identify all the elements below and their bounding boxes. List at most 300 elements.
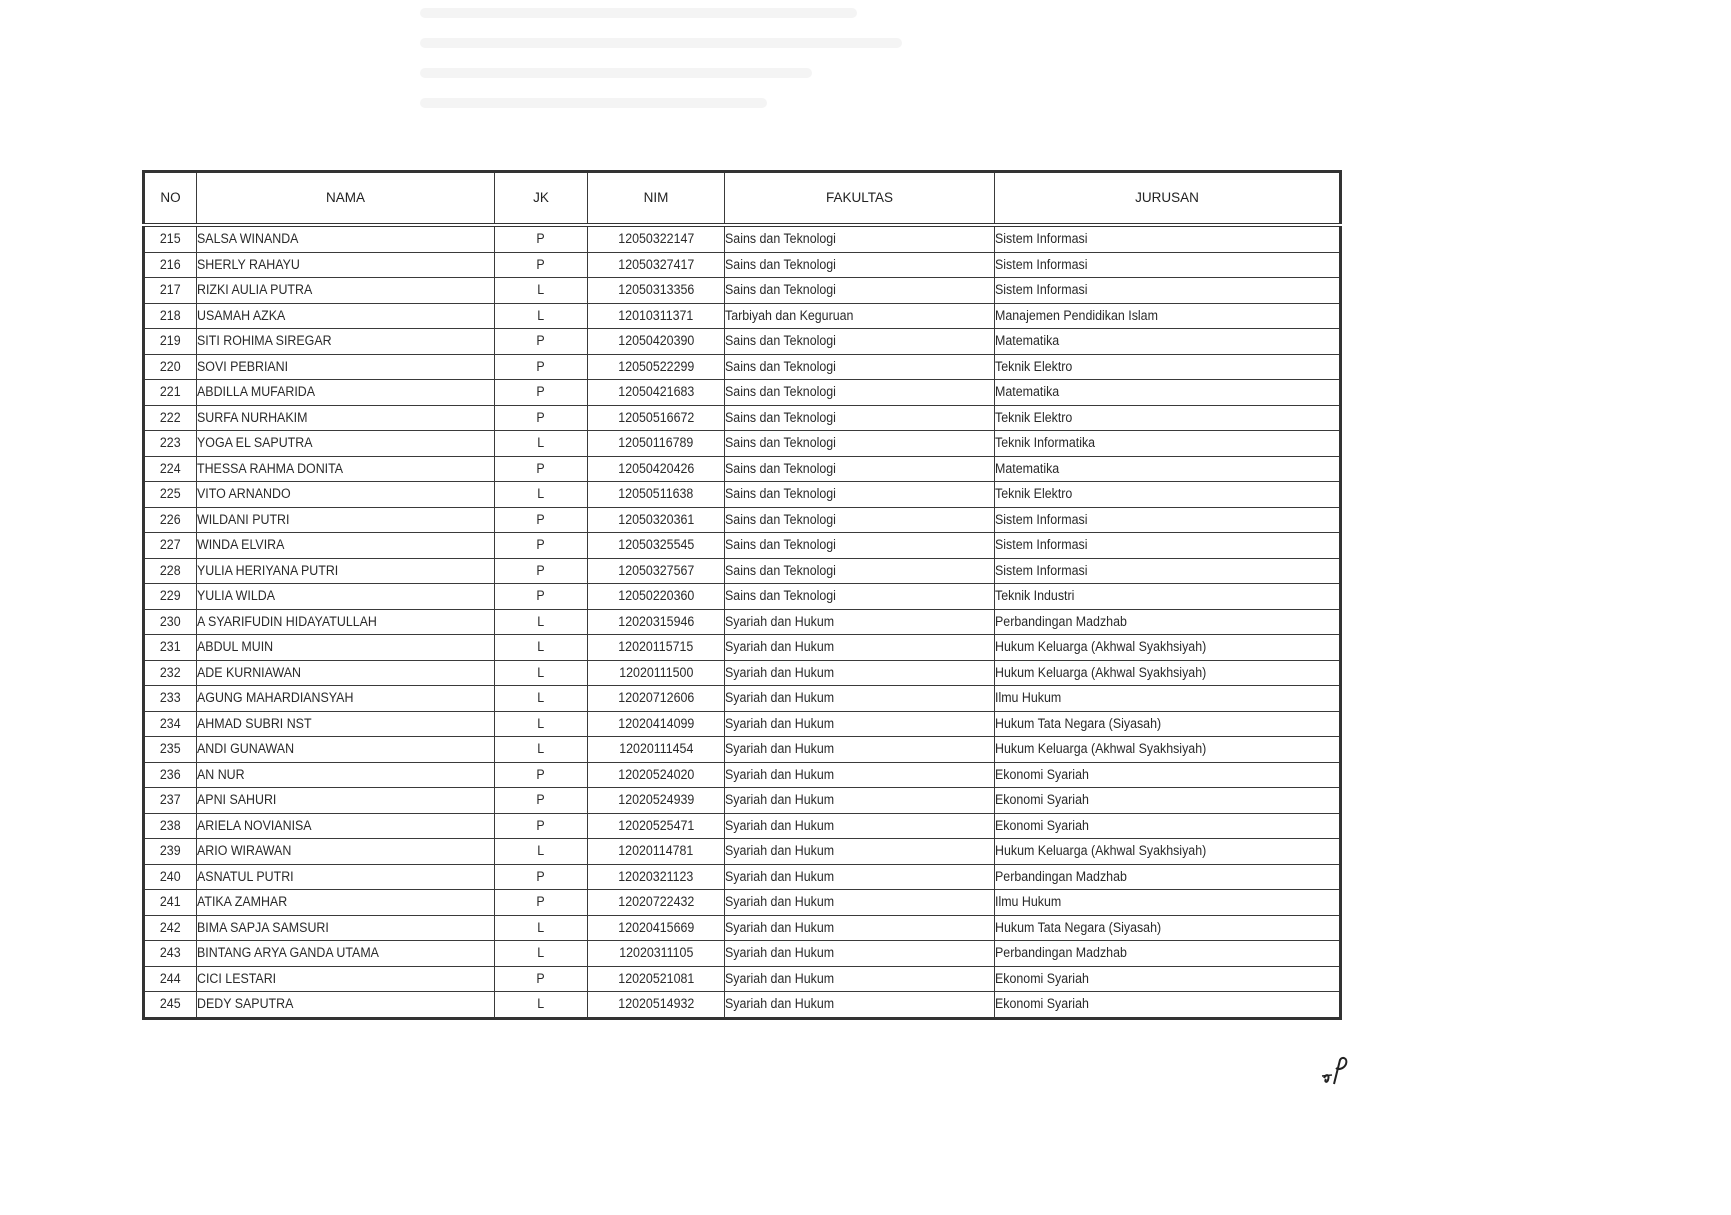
cell-nim-text: 12050116789 [618,435,694,450]
cell-fakultas [725,507,995,533]
cell-no [144,941,197,967]
cell-jurusan [995,380,1341,406]
cell-nim-text: 12020525471 [618,817,694,833]
cell-jk-text: P [536,511,546,527]
cell-nim-text: 12050420390 [618,333,694,348]
cell-nama-text: ABDUL MUIN [197,639,274,654]
cell-nama [197,915,495,941]
cell-nama-text: APNI SAHURI [197,792,277,807]
cell-nama [197,431,495,457]
cell-jurusan [995,431,1341,457]
cell-jurusan-text: Hukum Tata Negara (Siyasah) [995,919,1162,935]
cell-nama-text: YOGA EL SAPUTRA [197,435,313,450]
cell-no [144,507,197,533]
cell-nama [197,329,495,355]
cell-nim-text: 12020514932 [618,996,694,1011]
cell-jurusan-text: Hukum Keluarga (Akhwal Syakhsiyah) [995,664,1207,680]
cell-nama-text: A SYARIFUDIN HIDAYATULLAH [197,613,377,629]
cell-no-text: 220 [160,358,181,374]
cell-fakultas [725,864,995,890]
table-row [144,533,1341,559]
cell-jk-text: P [536,537,546,552]
cell-no [144,329,197,355]
cell-jk [495,303,588,329]
cell-nim [588,533,725,559]
cell-jurusan [995,915,1341,941]
cell-jurusan-text: Sistem Informasi [995,511,1088,527]
cell-nim [588,278,725,304]
cell-jurusan-text: Sistem Informasi [995,282,1088,297]
cell-no-text: 215 [160,231,181,246]
cell-no-text: 224 [160,460,181,476]
cell-nama-text: ANDI GUNAWAN [197,741,295,756]
cell-nim [588,813,725,839]
cell-nama [197,737,495,763]
table-row [144,711,1341,737]
cell-nama-text: BINTANG ARYA GANDA UTAMA [197,945,379,960]
cell-fakultas [725,225,995,252]
cell-fakultas [725,890,995,916]
cell-jk [495,992,588,1019]
cell-jurusan-text: Teknik Elektro [995,409,1073,425]
table-row [144,737,1341,763]
cell-no [144,890,197,916]
table-row [144,813,1341,839]
cell-nim [588,992,725,1019]
cell-jurusan-text: Hukum Keluarga (Akhwal Syakhsiyah) [995,741,1207,756]
cell-jk-text: P [536,766,546,782]
cell-no [144,992,197,1019]
cell-no-text: 242 [160,919,181,935]
cell-jurusan-text: Sistem Informasi [995,562,1088,578]
cell-nim-text: 12020111500 [618,664,694,680]
cell-jk-text: P [536,970,546,986]
cell-no-text: 240 [160,868,181,884]
cell-no-text: 236 [160,766,181,782]
cell-fakultas-text: Sains dan Teknologi [725,256,836,272]
cell-jk [495,354,588,380]
cell-no-text: 231 [160,639,181,654]
cell-jurusan [995,686,1341,712]
cell-fakultas-text: Sains dan Teknologi [725,384,836,399]
cell-nama [197,533,495,559]
header-row [144,172,1341,226]
cell-jk [495,609,588,635]
cell-jurusan [995,864,1341,890]
cell-fakultas-text: Sains dan Teknologi [725,358,836,374]
cell-jk-text: P [536,792,546,807]
cell-fakultas-text: Sains dan Teknologi [725,231,836,246]
header-jk: JK [495,172,588,226]
cell-jk [495,941,588,967]
cell-fakultas [725,635,995,661]
cell-no-text: 233 [160,690,181,705]
cell-nim [588,558,725,584]
cell-fakultas [725,405,995,431]
cell-no [144,584,197,610]
cell-no [144,737,197,763]
cell-nim [588,864,725,890]
cell-nama [197,278,495,304]
cell-jurusan [995,354,1341,380]
table-row [144,405,1341,431]
cell-fakultas-text: Sains dan Teknologi [725,435,836,450]
cell-nim-text: 12020415669 [618,919,694,935]
cell-jurusan-text: Teknik Elektro [995,486,1073,501]
cell-nama [197,584,495,610]
cell-nama-text: SHERLY RAHAYU [197,256,300,272]
cell-no-text: 245 [160,996,181,1011]
cell-nama-text: YULIA HERIYANA PUTRI [197,562,339,578]
cell-no-text: 225 [160,486,181,501]
cell-fakultas-text: Syariah dan Hukum [725,945,835,960]
cell-nama-text: RIZKI AULIA PUTRA [197,282,313,297]
cell-no [144,864,197,890]
cell-fakultas [725,456,995,482]
cell-nim-text: 12050522299 [618,358,694,374]
cell-no [144,762,197,788]
cell-no-text: 243 [160,945,181,960]
cell-nim [588,380,725,406]
table-row [144,354,1341,380]
cell-no [144,813,197,839]
cell-no-text: 235 [160,741,181,756]
cell-fakultas-text: Syariah dan Hukum [725,690,835,705]
cell-fakultas [725,762,995,788]
cell-no [144,788,197,814]
cell-fakultas-text: Sains dan Teknologi [725,562,836,578]
cell-jurusan [995,278,1341,304]
cell-nim-text: 12050320361 [618,511,694,527]
cell-nama [197,966,495,992]
cell-no [144,456,197,482]
cell-nim [588,635,725,661]
cell-jk-text: P [536,333,546,348]
cell-jk-text: P [536,588,546,603]
cell-jk-text: L [537,996,545,1011]
cell-jk-text: L [537,486,545,501]
cell-nim [588,482,725,508]
cell-fakultas [725,558,995,584]
cell-no-text: 228 [160,562,181,578]
cell-jk [495,788,588,814]
cell-nim [588,456,725,482]
cell-no-text: 232 [160,664,181,680]
cell-fakultas [725,966,995,992]
cell-jk-text: P [536,460,546,476]
cell-no [144,635,197,661]
cell-jk-text: P [536,231,546,246]
table-row [144,558,1341,584]
cell-no-text: 222 [160,409,181,425]
cell-jk [495,329,588,355]
cell-jurusan-text: Sistem Informasi [995,231,1088,246]
cell-fakultas-text: Syariah dan Hukum [725,715,835,731]
cell-jk [495,558,588,584]
cell-jurusan-text: Ilmu Hukum [995,690,1062,705]
cell-fakultas [725,839,995,865]
cell-fakultas [725,278,995,304]
cell-no [144,278,197,304]
cell-nama-text: CICI LESTARI [197,970,277,986]
cell-fakultas-text: Sains dan Teknologi [725,511,836,527]
cell-jurusan-text: Hukum Keluarga (Akhwal Syakhsiyah) [995,639,1207,654]
cell-nama [197,711,495,737]
cell-jurusan [995,839,1341,865]
cell-no [144,405,197,431]
cell-jurusan [995,225,1341,252]
cell-jurusan [995,813,1341,839]
header-fakultas: FAKULTAS [725,172,995,226]
cell-no-text: 223 [160,435,181,450]
cell-fakultas-text: Sains dan Teknologi [725,333,836,348]
cell-jk [495,507,588,533]
cell-nama [197,507,495,533]
table-row [144,507,1341,533]
cell-fakultas [725,431,995,457]
table-row [144,456,1341,482]
cell-fakultas-text: Sains dan Teknologi [725,486,836,501]
cell-nama [197,609,495,635]
cell-jurusan-text: Ekonomi Syariah [995,792,1089,807]
cell-nama-text: SOVI PEBRIANI [197,358,289,374]
cell-jurusan [995,966,1341,992]
cell-jurusan [995,533,1341,559]
cell-fakultas [725,737,995,763]
cell-jk [495,278,588,304]
cell-nim-text: 12020524939 [618,792,694,807]
cell-jk [495,711,588,737]
table-row [144,966,1341,992]
cell-jurusan [995,507,1341,533]
cell-nama [197,686,495,712]
cell-no [144,711,197,737]
cell-no-text: 237 [160,792,181,807]
cell-jurusan-text: Perbandingan Madzhab [995,613,1127,629]
cell-fakultas [725,915,995,941]
table-row [144,762,1341,788]
cell-nim-text: 12010311371 [618,307,694,323]
cell-jk-text: L [537,613,545,629]
cell-jk [495,252,588,278]
cell-fakultas [725,686,995,712]
cell-no [144,558,197,584]
handwritten-initial-signature [1318,1050,1358,1090]
cell-jk-text: L [537,945,545,960]
cell-fakultas [725,482,995,508]
cell-no-text: 226 [160,511,181,527]
cell-nama-text: SURFA NURHAKIM [197,409,308,425]
cell-nama [197,558,495,584]
cell-fakultas [725,660,995,686]
cell-jk-text: P [536,817,546,833]
cell-no [144,609,197,635]
cell-jurusan [995,405,1341,431]
cell-no-text: 221 [160,384,181,399]
cell-jurusan [995,456,1341,482]
cell-no [144,915,197,941]
cell-nama [197,482,495,508]
cell-fakultas-text: Syariah dan Hukum [725,664,835,680]
cell-nama [197,405,495,431]
cell-nama [197,456,495,482]
table-row [144,225,1341,252]
cell-nim-text: 12050516672 [618,409,694,425]
cell-no [144,252,197,278]
cell-nim [588,686,725,712]
cell-no-text: 227 [160,537,181,552]
cell-nama [197,813,495,839]
cell-fakultas [725,329,995,355]
cell-nim-text: 12050327417 [618,256,694,272]
header-nama: NAMA [197,172,495,226]
faint-bleed-through-header [420,8,980,138]
cell-jk [495,762,588,788]
cell-nim [588,329,725,355]
cell-nim [588,225,725,252]
cell-no [144,482,197,508]
cell-jurusan-text: Hukum Keluarga (Akhwal Syakhsiyah) [995,843,1207,858]
cell-no [144,380,197,406]
cell-nim-text: 12050322147 [618,231,694,246]
cell-no [144,660,197,686]
cell-jk-text: P [536,562,546,578]
cell-nim-text: 12050325545 [618,537,694,552]
cell-fakultas [725,380,995,406]
cell-fakultas-text: Syariah dan Hukum [725,817,835,833]
cell-nama [197,635,495,661]
cell-fakultas-text: Sains dan Teknologi [725,460,836,476]
cell-nama-text: WILDANI PUTRI [197,511,290,527]
cell-fakultas-text: Syariah dan Hukum [725,639,835,654]
faint-line [420,8,857,18]
table-row [144,864,1341,890]
cell-fakultas [725,584,995,610]
cell-nama [197,225,495,252]
cell-jk [495,686,588,712]
cell-nim-text: 12050420426 [618,460,694,476]
cell-fakultas [725,252,995,278]
cell-nim-text: 12050327567 [618,562,694,578]
table-row [144,839,1341,865]
cell-jurusan [995,252,1341,278]
cell-jurusan [995,482,1341,508]
cell-nama-text: ATIKA ZAMHAR [197,894,288,909]
cell-nama-text: ADE KURNIAWAN [197,664,301,680]
cell-fakultas-text: Syariah dan Hukum [725,919,835,935]
cell-nim-text: 12020414099 [618,715,694,731]
cell-jurusan-text: Hukum Tata Negara (Siyasah) [995,715,1162,731]
cell-jurusan [995,329,1341,355]
cell-jk-text: L [537,843,545,858]
cell-nim-text: 12050511638 [618,486,694,501]
cell-no [144,533,197,559]
cell-nim [588,941,725,967]
cell-fakultas-text: Sains dan Teknologi [725,537,836,552]
cell-nama [197,992,495,1019]
cell-nim [588,890,725,916]
cell-jk-text: P [536,868,546,884]
cell-nama-text: SITI ROHIMA SIREGAR [197,333,332,348]
cell-nama [197,354,495,380]
cell-nama [197,941,495,967]
cell-no [144,966,197,992]
cell-jurusan [995,609,1341,635]
cell-jk-text: L [537,741,545,756]
table-row [144,584,1341,610]
cell-fakultas-text: Syariah dan Hukum [725,766,835,782]
cell-no [144,839,197,865]
cell-jk [495,380,588,406]
cell-fakultas [725,788,995,814]
cell-jurusan-text: Sistem Informasi [995,256,1088,272]
table-row [144,915,1341,941]
cell-jurusan [995,303,1341,329]
cell-nim-text: 12020712606 [618,690,694,705]
cell-jurusan-text: Matematika [995,384,1060,399]
cell-nim-text: 12050313356 [618,282,694,297]
cell-nama-text: AHMAD SUBRI NST [197,715,312,731]
cell-fakultas-text: Syariah dan Hukum [725,894,835,909]
table-row [144,329,1341,355]
cell-nim [588,252,725,278]
table-body [144,225,1341,1018]
cell-fakultas-text: Tarbiyah dan Keguruan [725,307,854,323]
cell-nama-text: AN NUR [197,766,245,782]
student-table [142,170,1342,1020]
cell-nim-text: 12050421683 [618,384,694,399]
cell-no-text: 244 [160,970,181,986]
cell-nama [197,762,495,788]
cell-nim-text: 12020321123 [618,868,694,884]
table-row [144,609,1341,635]
cell-nim [588,839,725,865]
cell-nim [588,762,725,788]
cell-no-text: 230 [160,613,181,629]
cell-nama-text: ABDILLA MUFARIDA [197,384,316,399]
cell-jurusan [995,992,1341,1019]
cell-fakultas [725,711,995,737]
cell-nim-text: 12020114781 [618,843,694,858]
table-row [144,431,1341,457]
cell-fakultas [725,354,995,380]
cell-nim-text: 12020521081 [618,970,694,986]
faint-line [420,98,767,108]
table-row [144,252,1341,278]
cell-nim [588,915,725,941]
cell-no-text: 238 [160,817,181,833]
cell-nim [588,788,725,814]
header-jurusan: JURUSAN [995,172,1341,226]
cell-jk [495,915,588,941]
cell-jurusan [995,660,1341,686]
cell-nim [588,584,725,610]
cell-nim [588,405,725,431]
cell-jk-text: L [537,435,545,450]
cell-fakultas-text: Syariah dan Hukum [725,868,835,884]
cell-nim-text: 12020524020 [618,766,694,782]
cell-jurusan-text: Manajemen Pendidikan Islam [995,307,1158,323]
table-row [144,303,1341,329]
cell-jk-text: L [537,307,545,323]
cell-jk [495,405,588,431]
table-row [144,686,1341,712]
cell-no-text: 241 [160,894,181,909]
cell-nama-text: BIMA SAPJA SAMSURI [197,919,329,935]
table-row [144,890,1341,916]
cell-nim-text: 12020311105 [618,945,694,960]
cell-jk-text: P [536,409,546,425]
